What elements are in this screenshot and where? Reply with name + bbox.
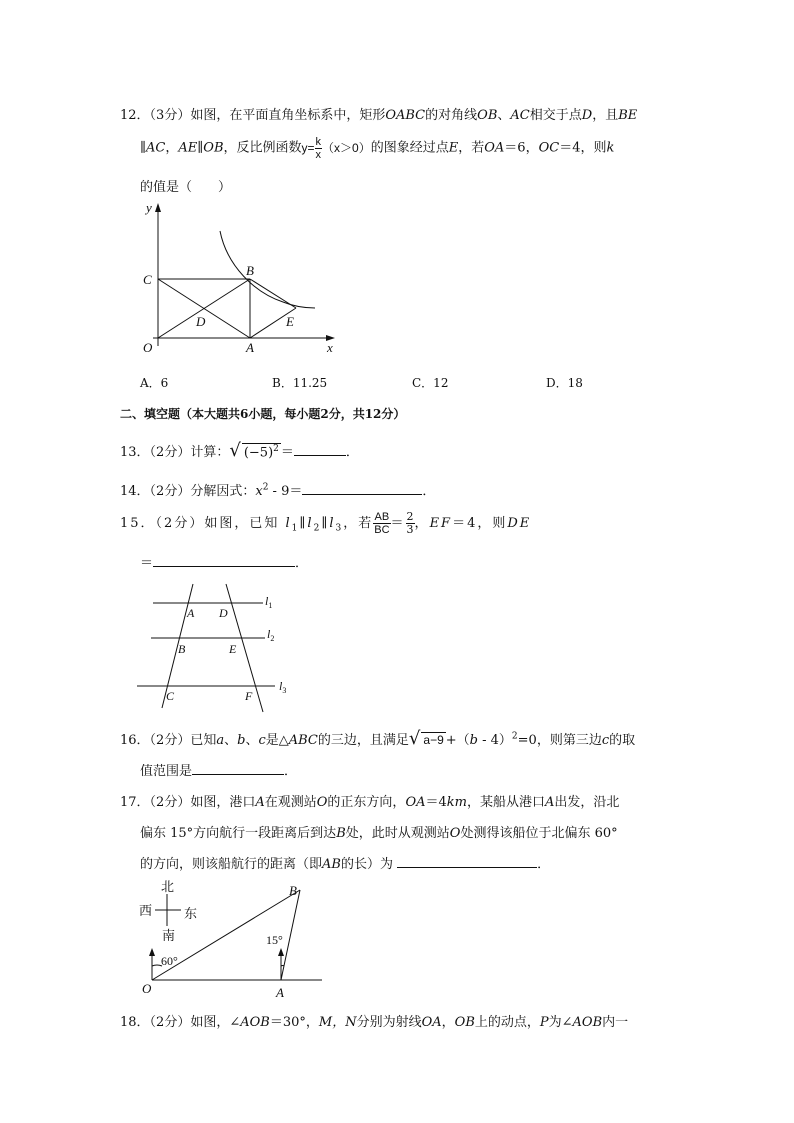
text: ＝4，则 (559, 140, 607, 156)
q12-line1 (120, 104, 637, 123)
text: 处，此时从观测站 (345, 826, 450, 841)
math-var: E (448, 140, 459, 156)
text: ＝4 (425, 795, 447, 810)
fig-label: B (246, 263, 254, 278)
math-var: OA (421, 1015, 442, 1030)
numerator: AB (374, 511, 390, 523)
segment-AB (281, 890, 300, 980)
score: （3分） (149, 108, 191, 123)
text: 相交于点 (529, 108, 582, 123)
fig-label: E (229, 642, 237, 656)
score: （2分） (149, 1015, 191, 1030)
math-var: c (601, 733, 610, 748)
question-number: 16． (120, 733, 150, 748)
north-label: 北 (161, 879, 175, 894)
exponent: 2 (511, 731, 518, 742)
question-number: 14． (120, 484, 150, 499)
text: ∥ (299, 516, 308, 531)
coordinate-figure-q12 (135, 198, 345, 358)
text: 为∠ (548, 1015, 573, 1030)
math-var: B (336, 826, 346, 841)
text: (−5) (243, 445, 274, 460)
text: 、 (245, 733, 259, 748)
math-var: OB (203, 140, 224, 156)
math-var: D (581, 108, 593, 123)
question-number: 18． (120, 1015, 150, 1030)
score: （2分） (149, 733, 191, 748)
text: 计算： (190, 445, 230, 460)
math-var: b (237, 733, 246, 748)
text: 是△ (265, 733, 289, 748)
question-number: 13． (120, 445, 150, 460)
text: - 4） (477, 733, 512, 748)
math-var: b (469, 733, 478, 748)
text: 分解因式： (190, 484, 256, 499)
line-label: $l_2$ (267, 627, 275, 643)
math-var: AOB (240, 1015, 270, 1030)
angle-arc-15 (281, 966, 284, 967)
text: 内一 (602, 1015, 629, 1030)
question-number: 12． (120, 108, 150, 123)
text: ，若 (458, 140, 485, 156)
fig-label: D (196, 314, 206, 329)
fig-label: F (245, 689, 253, 703)
text: 已知 (190, 733, 217, 748)
math-var: M，N (318, 1015, 357, 1030)
text: - 9＝ (268, 484, 303, 499)
arrow-O (149, 948, 155, 956)
fig-label: O (143, 340, 153, 355)
fig-label: y (146, 200, 152, 215)
text: 处测得该船位于北偏东 60° (460, 826, 618, 841)
math-var: O (316, 795, 328, 810)
math-var: l (329, 516, 336, 531)
q17-line1 (120, 791, 619, 810)
subscript: 1 (291, 523, 300, 534)
q14 (120, 480, 435, 499)
score: （2分） (149, 484, 191, 499)
text: 如图，在平面直角坐标系中，矩形 (190, 108, 386, 123)
text: ＝ (280, 445, 294, 460)
function-expression (301, 136, 371, 161)
q15-line2 (140, 552, 308, 571)
math-var: A (255, 795, 265, 810)
south-label: 南 (162, 928, 176, 943)
subscript: 2 (313, 523, 322, 534)
arrow-A (278, 948, 284, 956)
question-number: 15． (120, 516, 156, 531)
text: 的三边，且满足 (317, 733, 409, 748)
q12-line2 (140, 136, 614, 161)
math-var: AC (510, 108, 530, 123)
text: ＝6， (504, 140, 539, 156)
math-var: DE (507, 516, 532, 531)
text: ∥ (197, 140, 204, 156)
q16-line2 (140, 760, 297, 779)
text: 上的动点， (474, 1015, 540, 1030)
option-a[interactable]: A．6 (140, 376, 169, 390)
math-var: OA (484, 140, 505, 156)
text: ． (295, 556, 309, 571)
point-label: O (142, 981, 152, 996)
q17-line2 (140, 822, 618, 841)
question-number: 17． (120, 795, 150, 810)
y-axis-arrow (155, 203, 161, 212)
text: 的对角线 (425, 108, 478, 123)
exponent: 2 (262, 482, 269, 493)
math-var: ABC (288, 733, 318, 748)
text: y= (301, 140, 315, 155)
answer-blank[interactable] (192, 762, 284, 775)
math-var: OB (454, 1015, 475, 1030)
text: ∥ (140, 140, 147, 156)
fig-label: D (219, 606, 228, 620)
angle-label: 15° (266, 933, 283, 947)
fig-label: B (178, 642, 186, 656)
text: ＝30°， (269, 1015, 319, 1030)
text: ，反比例函数 (223, 140, 302, 156)
east-label: 东 (184, 906, 198, 921)
math-var: AB (322, 857, 341, 872)
point-label: B (289, 883, 297, 898)
radical-sign: √ (229, 440, 241, 461)
math-var: OB (477, 108, 498, 123)
text: 出发，沿北 (554, 795, 620, 810)
text: 的长）为 (340, 857, 393, 872)
parallel-lines-figure-q15 (135, 580, 300, 715)
fraction (315, 136, 323, 161)
fig-label: E (286, 314, 294, 329)
text: ． (284, 764, 298, 779)
line-label: $l_1$ (265, 594, 273, 610)
math-var: O (449, 826, 461, 841)
text: ∥ (321, 516, 330, 531)
text: 如图，已知 (204, 516, 280, 531)
score: （2分） (149, 795, 191, 810)
math-var: EF (429, 516, 453, 531)
math-var: P (539, 1015, 549, 1030)
text: 分别为射线 (356, 1015, 422, 1030)
angle-label: 60° (161, 954, 178, 968)
text: ＝ (390, 516, 406, 531)
option-d[interactable]: D．18 (546, 376, 583, 390)
text: 如图，港口 (190, 795, 256, 810)
fig-label: C (166, 689, 175, 703)
text: ，若 (343, 516, 374, 531)
text: ， (441, 1015, 455, 1030)
text: 的正东方向， (327, 795, 406, 810)
math-var: BE (618, 108, 638, 123)
q18-line1 (120, 1011, 628, 1030)
section-heading: 二、填空题（本大题共6小题，每小题2分，共12分） (120, 407, 406, 421)
denominator: 3 (406, 523, 414, 536)
fraction (406, 511, 415, 536)
q13 (120, 440, 359, 461)
score: （2分） (149, 445, 191, 460)
point-label: A (276, 985, 284, 1000)
fig-label: C (143, 272, 152, 287)
q15-line1: 15．（2分）如图，已知 $l_1\parallel l_2\parallel l_3$，若 $\frac{AB}{BC}$ ＝ $\frac{2}{3}$ ，EF＝4，则DE (120, 510, 532, 536)
fig-label: A (246, 340, 254, 355)
option-b[interactable]: B．11.25 (272, 376, 328, 390)
radicand: a−9 (423, 733, 444, 747)
text: 如图，∠ (190, 1015, 241, 1030)
numerator: k (315, 136, 322, 148)
exponent: 2 (273, 443, 279, 454)
text: ＝ (140, 556, 154, 571)
answer-blank[interactable] (302, 482, 422, 495)
math-var: k (606, 140, 615, 156)
text: 偏东 15°方向航行一段距离后到达 (140, 826, 337, 841)
math-var: OC (538, 140, 560, 156)
fig-label: x (327, 340, 333, 355)
q12-line3: 的值是（ ） (140, 180, 232, 195)
radicand (242, 443, 281, 460)
score: （2分） (155, 516, 205, 531)
math-var: x (255, 484, 263, 499)
numerator: 2 (406, 510, 414, 523)
denominator: x (315, 149, 322, 161)
math-var: l (285, 516, 292, 531)
math-var: c (258, 733, 266, 748)
navigation-figure-q17 (135, 874, 335, 1004)
hyperbola-curve (220, 231, 315, 308)
subscript: 3 (335, 523, 344, 534)
text: ，且 (592, 108, 619, 123)
math-var: AE (178, 140, 198, 156)
math-var: OABC (385, 108, 426, 123)
text: 的取 (609, 733, 636, 748)
fraction (373, 511, 390, 536)
text: （x＞0） (322, 140, 371, 155)
option-c[interactable]: C．12 (412, 376, 449, 390)
text: 、 (497, 108, 511, 123)
line-label: $l_3$ (279, 679, 287, 695)
text: ． (537, 857, 551, 872)
q16-line1 (120, 728, 635, 749)
math-var: A (545, 795, 555, 810)
math-var: l (307, 516, 314, 531)
text: +（ (445, 733, 470, 748)
text: =0，则第三边 (517, 733, 602, 748)
answer-blank[interactable] (153, 554, 295, 567)
text: 在观测站 (264, 795, 317, 810)
text: 的图象经过点 (370, 140, 449, 156)
answer-blank[interactable] (294, 443, 346, 456)
denominator: BC (374, 524, 390, 536)
math-var: AOB (572, 1015, 603, 1030)
q17-line3 (140, 853, 550, 872)
fig-label: A (187, 606, 195, 620)
text: ． (422, 484, 436, 499)
math-var: a (216, 733, 225, 748)
text: ＝4，则 (452, 516, 508, 531)
math-var: OA (405, 795, 426, 810)
answer-blank[interactable] (397, 855, 537, 868)
math-var: AC (146, 140, 166, 156)
text: 值范围是 (140, 764, 193, 779)
math-var: km (446, 795, 467, 810)
text: 、 (224, 733, 238, 748)
west-label: 西 (139, 903, 153, 918)
text: 的方向，则该船航行的距离（即 (140, 857, 323, 872)
text: ． (345, 445, 359, 460)
text: ，某船从港口 (466, 795, 545, 810)
radical-sign: √ (408, 728, 421, 749)
text: ， (165, 140, 179, 156)
